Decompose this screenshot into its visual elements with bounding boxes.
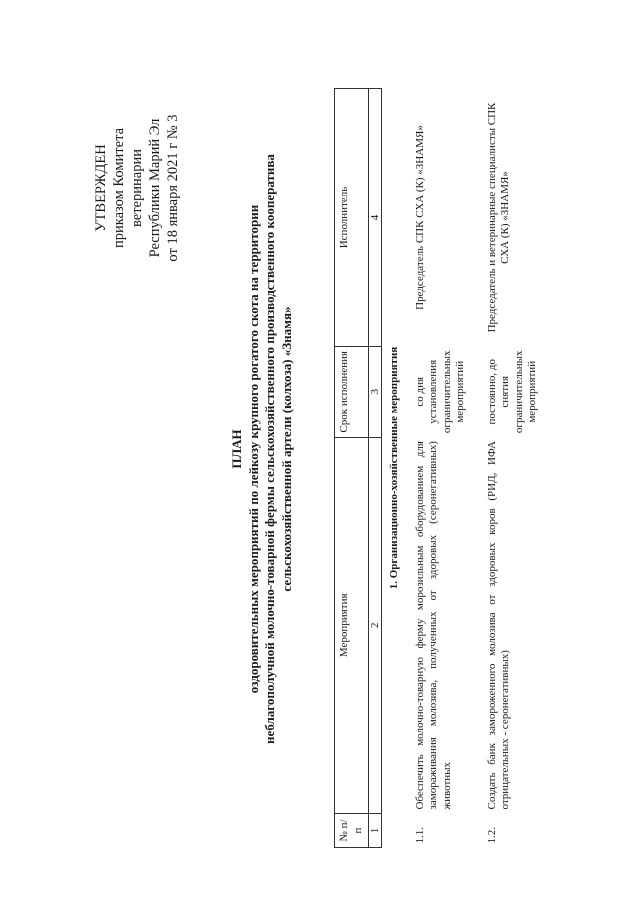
approval-order: приказом Комитета ветеринарии [111, 127, 145, 249]
row-action: Обеспечить молочно-товарную ферму морозильным оборудованием для замораживания молозива, полученных от здоровых (серонегативных) животных [413, 441, 453, 810]
approval-date: от 18 января 2021 г № 3 [165, 114, 181, 262]
table-row [410, 89, 482, 848]
plan-title-line: оздоровительных мероприятий по лейкозу крупного рогатого скота на территории [245, 204, 261, 694]
plan-title-line: неблагополучной молочно-товарной фермы сельскохозяйственного производственного кооператива [262, 154, 277, 744]
row-term: постоянно, до снятия ограничительных мероприятий [485, 350, 538, 434]
row-term: со дня установления ограничительных мероприятий [413, 350, 466, 434]
plan-table [334, 88, 544, 848]
plan-title-line: сельскохозяйственной артели (колхоза) «Знамя» [278, 306, 294, 592]
table-row [482, 89, 544, 848]
column-number-row [369, 89, 382, 848]
row-executor: Председатель и ветеринарные специалисты СПК СХА (К) «ЗНАМЯ» [485, 102, 511, 333]
approval-stamp [92, 88, 182, 288]
section-row [382, 89, 410, 848]
plan-heading: ПЛАН [229, 429, 244, 469]
approval-title: УТВЕРЖДЕН [93, 144, 109, 232]
row-number: 1.1. [413, 827, 426, 844]
column-number: 3 [369, 347, 382, 438]
column-number: 4 [369, 89, 382, 347]
header-number: № п/п [335, 814, 369, 848]
header-executor: Исполнитель [335, 89, 369, 347]
header-term: Срок исполнения [335, 347, 369, 438]
column-number: 1 [369, 814, 382, 848]
section-title: 1. Организационно-хозяйственные мероприятия [388, 346, 400, 590]
approval-republic: Республики Марий Эл [147, 118, 163, 258]
row-action: Создать банк замороженного молозива от здоровых коров (РИД, ИФА отрицательных - серонегативных) [485, 441, 511, 810]
header-action: Мероприятия [335, 437, 369, 813]
column-number: 2 [369, 437, 382, 813]
row-executor: Председатель СПК СХА (К) «ЗНАМЯ» [413, 125, 426, 310]
plan-title [229, 0, 295, 898]
table-header-row [335, 89, 369, 848]
row-number: 1.2. [485, 827, 498, 844]
